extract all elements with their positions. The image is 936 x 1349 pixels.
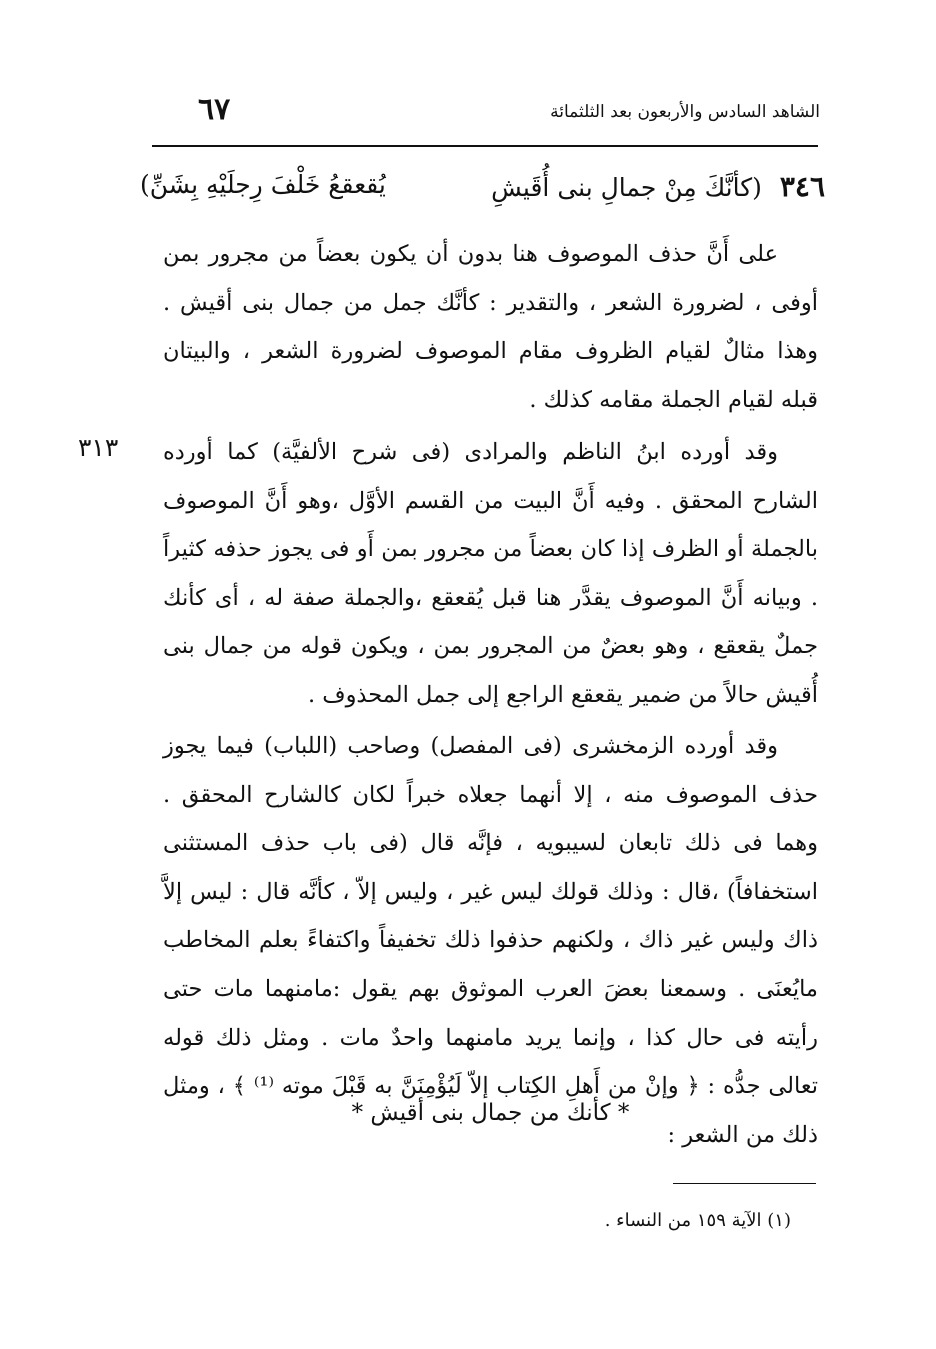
- footnote-rule: [673, 1183, 816, 1184]
- paragraph-1: [163, 230, 818, 424]
- verse-first-hemistich: (كأنَّكَ مِنْ جمالِ بنى أُقَيشِ: [491, 173, 762, 202]
- verse-number: ٣٤٦: [779, 170, 825, 203]
- margin-reference: ٣١٣: [78, 433, 119, 462]
- running-head: [150, 92, 820, 132]
- page-number: ٦٧: [198, 92, 231, 127]
- running-title: الشاهد السادس والأربعون بعد الثلثمائة: [550, 102, 820, 122]
- verse-second-hemistich: يُقعقعُ خَلْفَ رِجلَيْهِ بِشَنِّ): [140, 170, 386, 199]
- quoted-verse: * كأنك من جمال بنى أقيش *: [351, 1100, 630, 1126]
- header-rule: [152, 145, 818, 147]
- paragraph-2: [163, 428, 818, 720]
- footnote: (١) الآية ١٥٩ من النساء .: [604, 1210, 791, 1231]
- verse-line: [140, 170, 825, 220]
- paragraph-text: وقد أورده الزمخشرى (فى المفصل) وصاحب (اللباب) فيما يجوز حذف الموصوف منه ، إلا أنهما جعلاه خبراً لكان كالشارح المحقق . وهما فى ذلك تابعان لسيبويه ، فإنَّه قال (فى باب حذف المستثنى استخفافاً) ،قال : وذلك قولك ليس غير ، وليس إلاّ ، كأنَّه قال : ليس إلاَّ ذاك وليس غير ذاك ، ولكنهم حذفوا ذلك تخفيفاً واكتفاءً بعلم المخاطب مايُعنَى . وسمعنا بعضَ العرب الموثوق بهم يقول :مامنهما مات حتى رأيته فى حال كذا ، وإنما يريد مامنهما واحدٌ مات . ومثل ذلك قوله تعالى جدُّه : ﴿ وإنْ من أَهلِ الكِتاب إلاّ لَيُؤْمِنَنَّ به قَبْلَ موته ⁽¹⁾ ﴾ ، ومثل ذلك من الشعر :: [163, 733, 818, 1148]
- paragraph-text: وقد أورده ابنُ الناظم والمرادى (فى شرح الألفيَّة) كما أورده الشارح المحقق . وفيه أَنَّ البيت من القسم الأوَّل ،وهو أَنَّ الموصوف بالجملة أو الظرف إذا كان بعضاً من مجرور بمن أَو فى يجوز حذفه كثيراً . وبيانه أَنَّ الموصوف يقدَّر هنا قبل يُقعقع ،والجملة صفة له ، أى كأنك جملٌ يقعقع ، وهو بعضٌ من المجرور بمن ، ويكون قوله من جمال بنى أُقيش حالاً من ضمير يقعقع الراجع إلى جمل المحذوف .: [163, 439, 818, 708]
- paragraph-3: [163, 722, 818, 1159]
- paragraph-text: على أَنَّ حذف الموصوف هنا بدون أن يكون بعضاً من مجرور بمن أوفى ، لضرورة الشعر ، والتقدير : كأنَّك جمل من جمال بنى أقيش . وهذا مثالٌ لقيام الظروف مقام الموصوف لضرورة الشعر ، والبيتان قبله لقيام الجملة مقامه كذلك .: [163, 241, 818, 413]
